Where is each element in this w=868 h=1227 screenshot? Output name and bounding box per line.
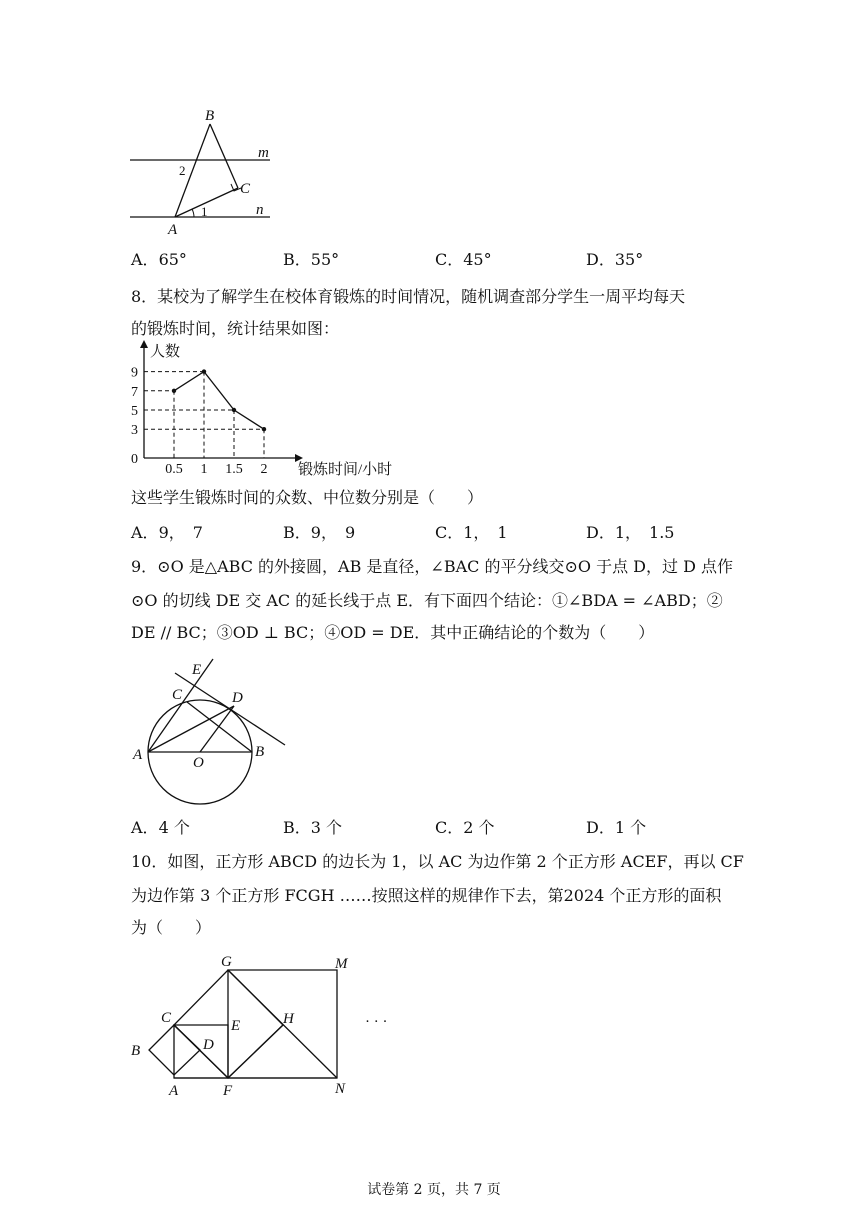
q9-stem-line1: 9．⊙O 是△ABC 的外接圆，AB 是直径，∠BAC 的平分线交⊙O 于点 D，过 D 点作 bbox=[131, 557, 734, 576]
q10-label-N: N bbox=[335, 1081, 346, 1097]
q7-label-angle2: 2 bbox=[179, 163, 186, 178]
x-tick-label: 1.5 bbox=[225, 462, 243, 477]
y-tick-label: 9 bbox=[131, 365, 138, 381]
q9-option-c: C．2 个 bbox=[435, 818, 495, 837]
q9-circle-figure bbox=[125, 655, 295, 815]
q9-label-D: D bbox=[232, 690, 243, 706]
y-tick-label: 3 bbox=[131, 423, 138, 439]
x-tick-label: 2 bbox=[260, 462, 268, 477]
q7-label-B: B bbox=[205, 108, 215, 124]
data-point bbox=[262, 427, 266, 431]
q7-option-b: B．55° bbox=[283, 250, 340, 269]
q9-option-a: A．4 个 bbox=[131, 818, 190, 837]
x-tick-label: 0.5 bbox=[165, 462, 183, 477]
q9-label-A: A bbox=[133, 747, 143, 763]
q7-option-d: D．35° bbox=[586, 250, 644, 269]
data-point bbox=[202, 369, 206, 373]
q10-squares-figure bbox=[125, 950, 405, 1100]
q9-label-O: O bbox=[193, 755, 204, 771]
q9-label-E: E bbox=[192, 662, 202, 678]
q10-label-C: C bbox=[161, 1010, 172, 1026]
q8-option-d: D．1， 1.5 bbox=[586, 523, 675, 542]
q10-label-F: F bbox=[223, 1083, 233, 1099]
q9-label-C: C bbox=[172, 687, 183, 703]
y-axis-arrow bbox=[140, 340, 148, 348]
q8-question: 这些学生锻炼时间的众数、中位数分别是（ ） bbox=[131, 488, 484, 507]
y-tick-label: 5 bbox=[131, 404, 138, 419]
data-point bbox=[232, 408, 236, 412]
x-axis-arrow bbox=[295, 454, 303, 462]
q9-stem-line2: ⊙O 的切线 DE 交 AC 的延长线于点 E．有下面四个结论：①∠BDA = ∠ABD；② bbox=[131, 591, 723, 610]
q10-label-G: G bbox=[221, 954, 232, 970]
q7-label-angle1: 1 bbox=[201, 204, 208, 219]
q10-label-E: E bbox=[231, 1018, 241, 1034]
q8-option-c: C．1， 1 bbox=[435, 523, 508, 542]
q10-stem-line3: 为（ ） bbox=[131, 918, 212, 937]
q7-option-a: A．65° bbox=[131, 250, 187, 269]
q9-option-b: B．3 个 bbox=[283, 818, 343, 837]
q10-ellipsis: · · · bbox=[365, 1014, 388, 1030]
origin-label: 0 bbox=[131, 452, 138, 467]
q9-label-B: B bbox=[255, 744, 265, 760]
q10-stem-line2: 为边作第 3 个正方形 FCGH ……按照这样的规律作下去，第2024 个正方形的面积 bbox=[131, 886, 722, 905]
x-axis-label: 锻炼时间/小时 bbox=[298, 462, 393, 478]
q7-figure bbox=[120, 100, 290, 240]
q9-option-d: D．1 个 bbox=[586, 818, 647, 837]
page-footer: 试卷第 2 页，共 7 页 bbox=[367, 1182, 501, 1198]
data-point bbox=[172, 389, 176, 393]
x-tick-label: 1 bbox=[200, 462, 208, 477]
q10-label-A: A bbox=[169, 1083, 179, 1099]
y-axis-label: 人数 bbox=[150, 344, 181, 360]
q7-label-A: A bbox=[168, 222, 178, 238]
q9-stem-line3: DE // BC；③OD ⊥ BC；④OD = DE．其中正确结论的个数为（ ） bbox=[131, 623, 655, 642]
q8-option-b: B．9， 9 bbox=[283, 523, 356, 542]
y-tick-label: 7 bbox=[131, 384, 138, 400]
q8-stem-line2: 的锻炼时间，统计结果如图： bbox=[131, 319, 340, 338]
q7-option-c: C．45° bbox=[435, 250, 492, 269]
q10-label-B: B bbox=[131, 1043, 141, 1059]
q8-option-a: A．9， 7 bbox=[131, 523, 203, 542]
q8-line-chart bbox=[120, 340, 393, 480]
q7-label-m: m bbox=[258, 145, 269, 161]
q10-label-D: D bbox=[203, 1037, 214, 1053]
q8-stem-line1: 8．某校为了解学生在校体育锻炼的时间情况，随机调查部分学生一周平均每天 bbox=[131, 287, 686, 306]
series-line bbox=[174, 372, 264, 430]
q10-label-H: H bbox=[283, 1011, 294, 1027]
q7-label-n: n bbox=[256, 202, 264, 218]
q10-label-M: M bbox=[335, 956, 348, 972]
q7-label-C: C bbox=[240, 181, 251, 197]
q10-stem-line1: 10．如图，正方形 ABCD 的边长为 1，以 AC 为边作第 2 个正方形 ACEF，再以 CF bbox=[131, 852, 744, 871]
